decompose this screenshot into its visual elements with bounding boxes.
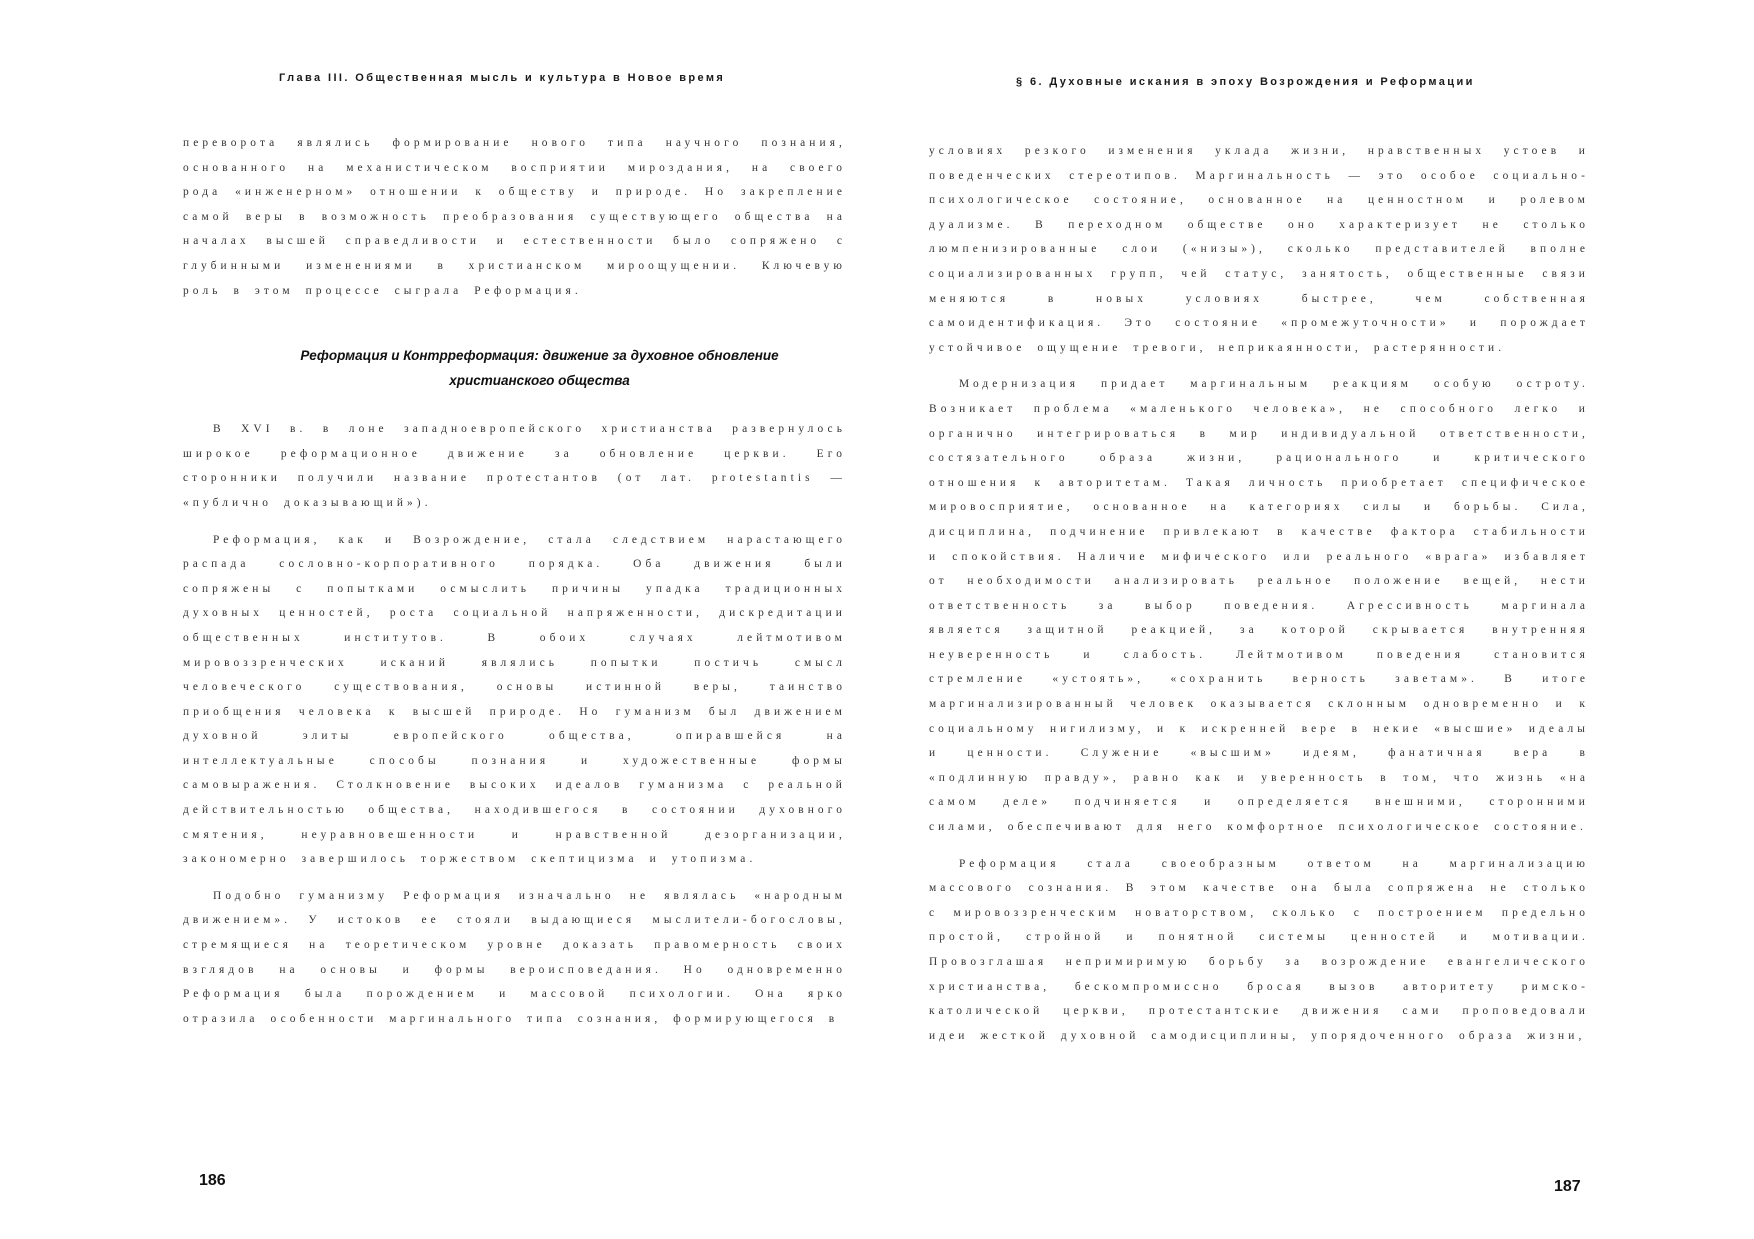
- page-number: 186: [199, 1172, 226, 1189]
- running-head: § 6. Духовные искания в эпоху Возрождения и Реформации: [1016, 76, 1475, 88]
- paragraph: В XVI в. в лоне западноевропейского христианства развернулось широкое реформационное движение за обновление церкви. Его сторонники получили название протестантов (от лат. protestantis — «публично доказывающий»).: [183, 423, 846, 509]
- paragraph: Реформация, как и Возрождение, стала следствием нарастающего распада сословно-корпоративного порядка. Оба движения были сопряжены с попытками осмыслить причины упадка традиционных духовных ценностей, роста социальной напряженности, дискредитации общественных институтов. В обоих случаях лейтмотивом мировоззренческих исканий являлись попытки постичь смысл человеческого существования, основы истинной веры, таинство приобщения человека к высшей природе. Но гуманизм был движением духовной элиты европейского общества, опиравшейся на интеллектуальные способы познания и художественные формы самовыражения. Столкновение высоких идеалов гуманизма с реальной действительностью общества, находившегося в состоянии духовного смятения, неуравновешенности и нравственной дезорганизации, закономерно завершилось торжеством скептицизма и утопизма.: [183, 533, 846, 866]
- paragraph: Реформация стала своеобразным ответом на маргинализацию массового сознания. В этом качестве она была сопряжена не столько с мировоззренческим новаторством, сколько с построением предельно простой, стройной и понятной системы ценностей и мотивации. Провозглашая непримиримую борьбу за возрождение евангелического христианства, бескомпромиссно бросая вызов авторитету римско-католической церкви, протестантские движения сами проповедовали идеи жесткой духовной самодисциплины, упорядоченного образа жизни,: [929, 857, 1589, 1042]
- body-text: [929, 139, 1589, 1060]
- section-title: Реформация и Контрреформация: движение за духовное обновление христианского общества: [300, 348, 779, 389]
- right-page: [877, 0, 1754, 1239]
- paragraph: условиях резкого изменения уклада жизни, нравственных устоев и поведенческих стереотипов. Маргинальность — это особое социально-психологическое состояние, основанное на ценностном и ролевом дуализме. В переходном обществе оно характеризует не столько люмпенизированные слои («низы»), сколько представителей вполне социализированных групп, чей статус, занятость, общественные связи меняются в новых условиях быстрее, чем собственная самоидентификация. Это состояние «промежуточности» и порождает устойчивое ощущение тревоги, неприкаянности, растерянности.: [929, 145, 1589, 354]
- paragraph: Модернизация придает маргинальным реакциям особую остроту. Возникает проблема «маленького человека», не способного легко и органично интегрироваться в мир индивидуальной ответственности, состязательного образа жизни, рационального и критического отношения к авторитетам. Такая личность приобретает специфическое мировосприятие, основанное на категориях силы и борьбы. Сила, дисциплина, подчинение привлекают в качестве фактора стабильности и спокойствия. Наличие мифического или реального «врага» избавляет от необходимости анализировать реальное положение вещей, нести ответственность за выбор поведения. Агрессивность маргинала является защитной реакцией, за которой скрывается внутренняя неуверенность и слабость. Лейтмотивом поведения становится стремление «устоять», «сохранить верность заветам». В итоге маргинализированный человек оказывается склонным одновременно и к социальному нигилизму, и к искренней вере в некие «высшие» идеалы и ценности. Служение «высшим» идеям, фанатичная вера в «подлинную правду», равно как и уверенность в том, что жизнь «на самом деле» подчиняется и определяется внешними, сторонними силами, обеспечивают для него комфортное психологическое состояние.: [929, 378, 1589, 834]
- paragraph: Подобно гуманизму Реформация изначально не являлась «народным движением». У истоков ее стояли выдающиеся мыслители-богословы, стремящиеся на теоретическом уровне доказать правомерность своих взглядов на основы и формы вероисповедания. Но одновременно Реформация была порождением и массовой психологии. Она ярко отразила особенности маргинального типа сознания, формирующегося в: [183, 889, 846, 1025]
- body-text: [183, 131, 846, 1043]
- page-number: 187: [1554, 1178, 1581, 1195]
- paragraph: переворота являлись формирование нового типа научного познания, основанного на механистическом восприятии мироздания, на своего рода «инженерном» отношении к обществу и природе. Но закрепление самой веры в возможность преобразования существующего общества на началах высшей справедливости и естественности было сопряжено с глубинными изменениями в христианском мироощущении. Ключевую роль в этом процессе сыграла Реформация.: [183, 137, 846, 297]
- running-head: Глава III. Общественная мысль и культура в Новое время: [279, 72, 726, 84]
